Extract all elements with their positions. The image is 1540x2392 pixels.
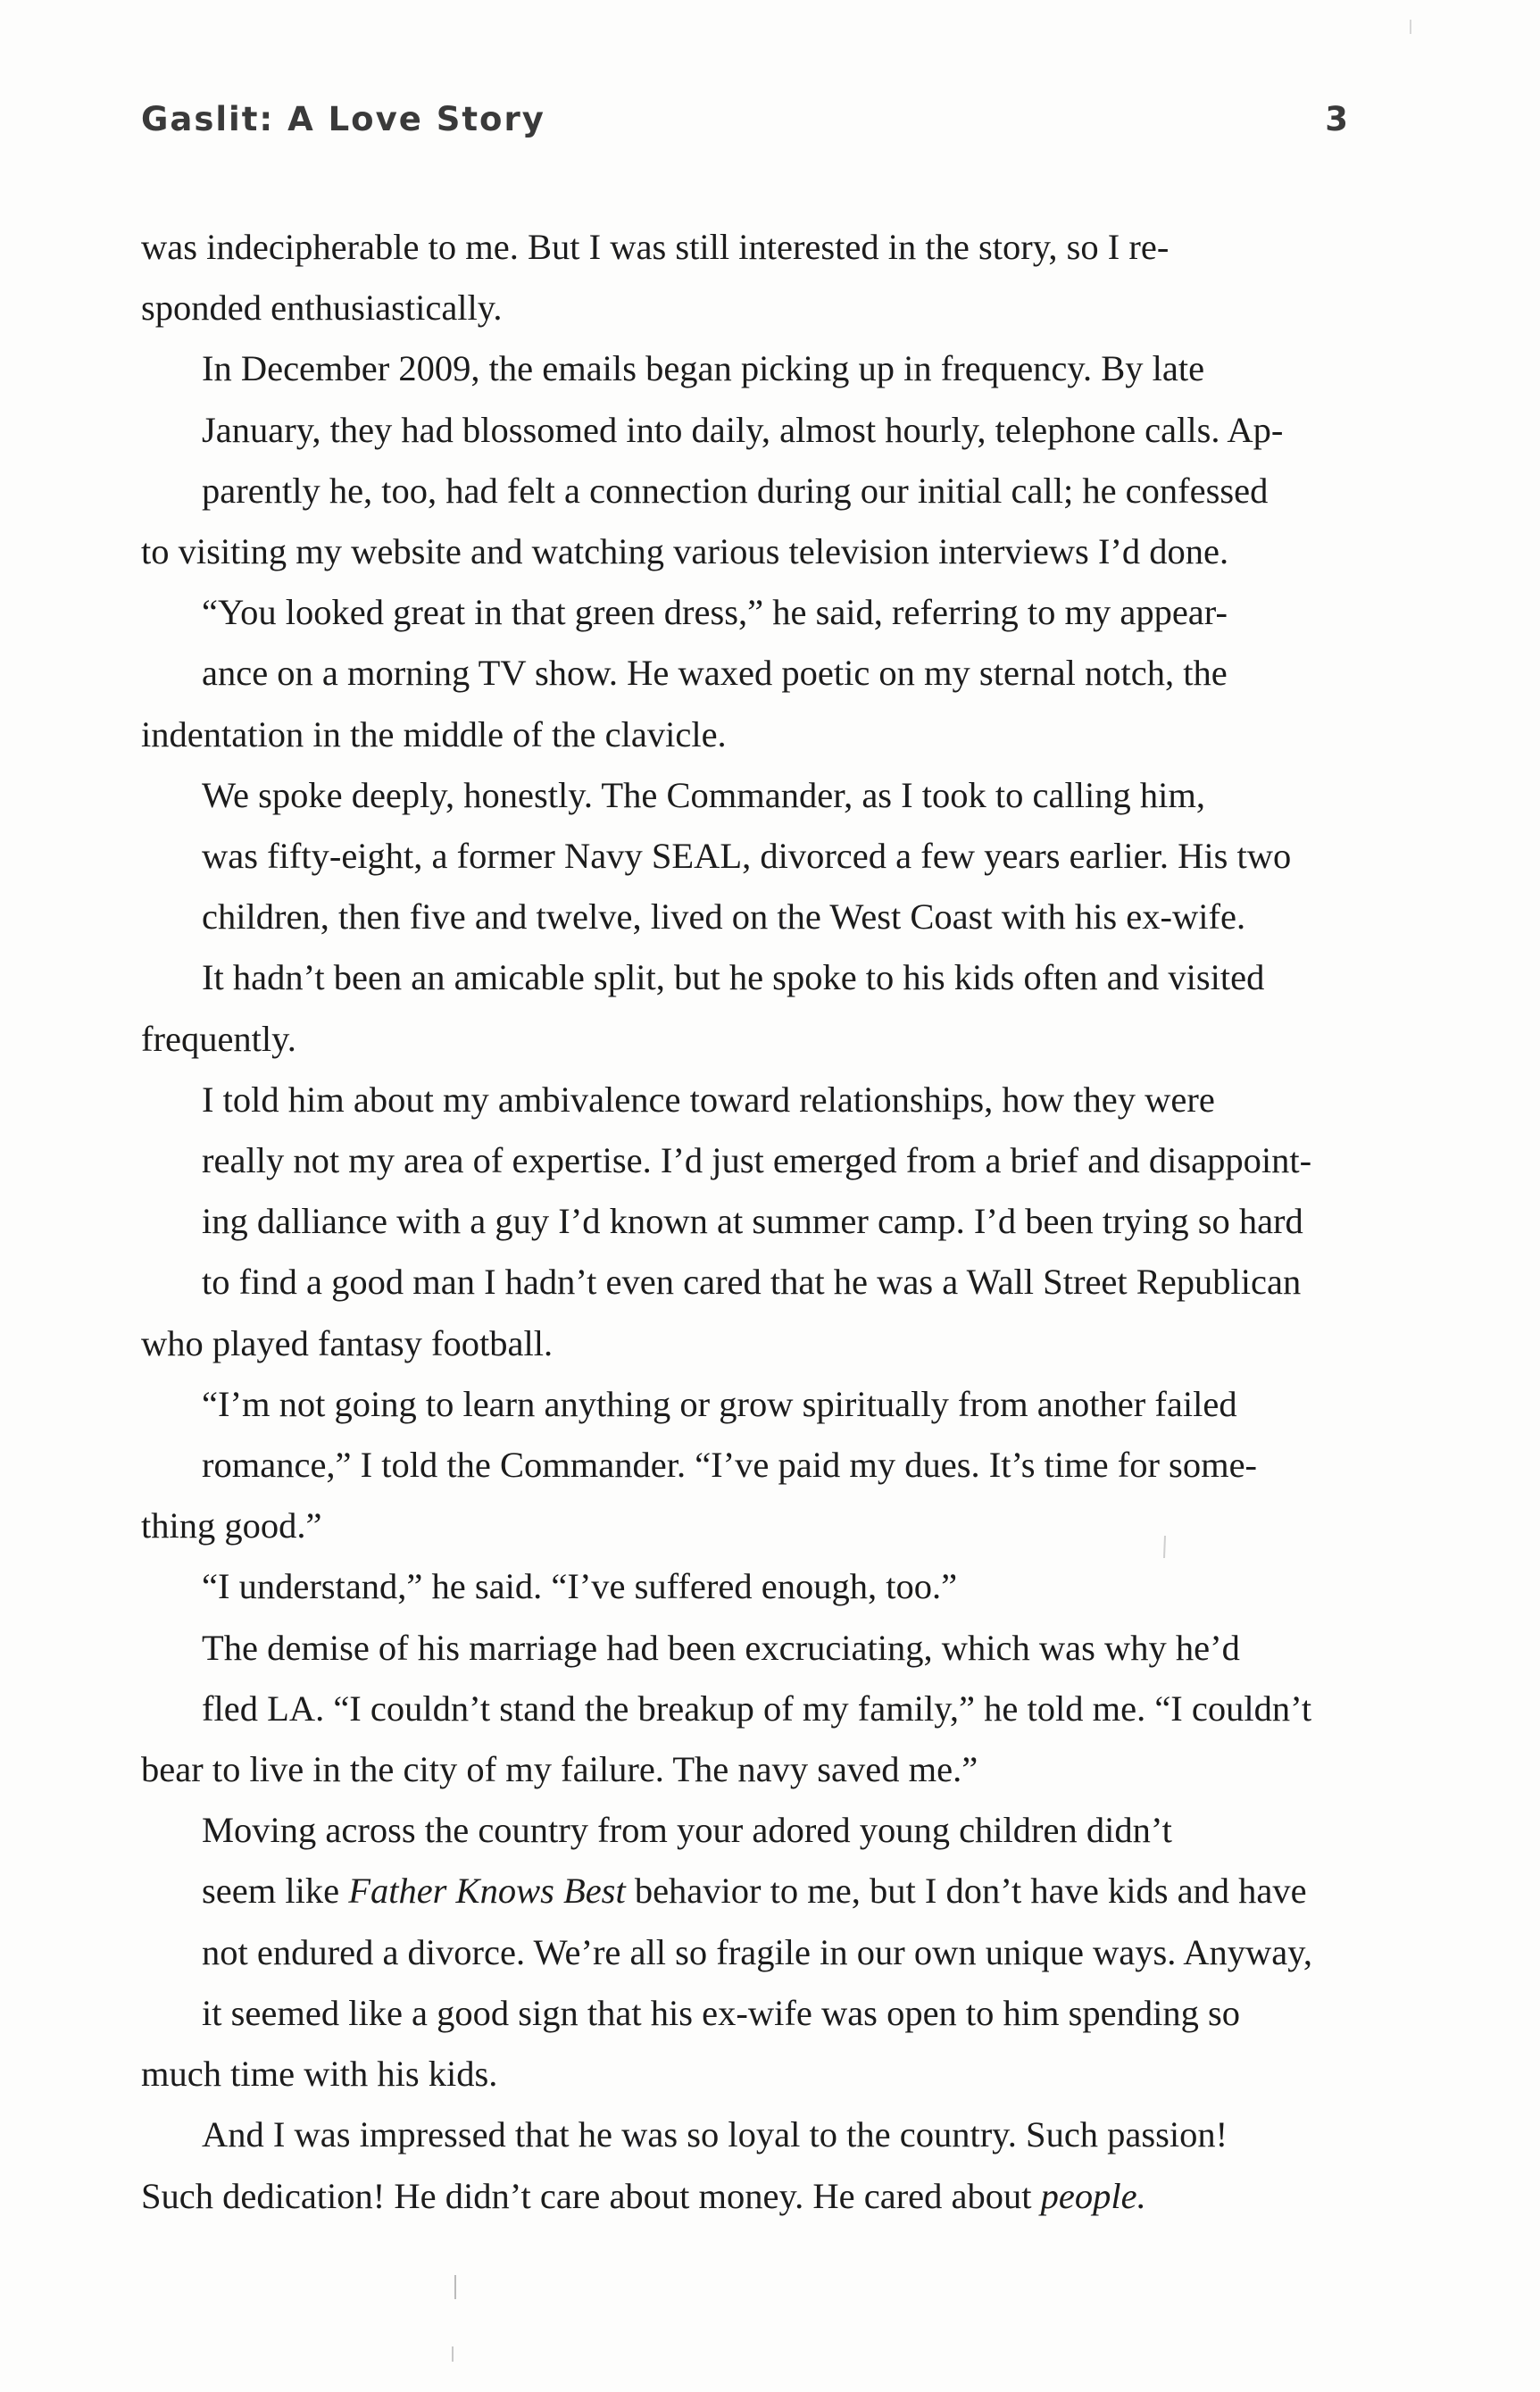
text-line: much time with his kids. (141, 2054, 498, 2095)
text-line: children, then five and twelve, lived on the West Coast with his ex-wife. (202, 896, 1246, 938)
running-head (141, 100, 1348, 154)
text-line: ing dalliance with a guy I’d known at summer camp. I’d been trying so hard (202, 1201, 1303, 1242)
paragraph (141, 2104, 1348, 2226)
text-fragment: Such dedication! He didn’t care about money. He cared about (141, 2175, 1041, 2216)
text-line: In December 2009, the emails began picking up in frequency. By late (202, 348, 1205, 389)
paragraph (141, 1374, 1348, 1557)
text-line: parently he, too, had felt a connection during our initial call; he confessed (202, 470, 1269, 511)
text-line: It hadn’t been an amicable split, but he spoke to his kids often and visited (202, 957, 1265, 998)
text-fragment: seem like (202, 1871, 349, 1912)
text-line: was indecipherable to me. But I was still interested in the story, so I re- (141, 227, 1170, 267)
text-line: to find a good man I hadn’t even cared that he was a Wall Street Republican (202, 1262, 1302, 1303)
paragraph (141, 1618, 1348, 1801)
text-fragment: behavior to me, but I don’t have kids and have (625, 1871, 1307, 1912)
paragraph (141, 582, 1348, 765)
text-line: to visiting my website and watching various television interviews I’d done. (141, 531, 1229, 572)
italic-book-title: Father Knows Best (348, 1871, 626, 1912)
paragraph (141, 1800, 1348, 2104)
text-line: And I was impressed that he was so loyal to the country. Such passion! (202, 2114, 1228, 2155)
book-title: Gaslit: A Love Story (141, 100, 545, 138)
text-line: who played fantasy football. (141, 1322, 554, 1363)
text-line: romance,” I told the Commander. “I’ve paid my dues. It’s time for some- (202, 1445, 1258, 1486)
text-line (141, 1861, 1348, 1921)
text-line: frequently. (141, 1018, 296, 1059)
italic-emphasis: people. (1040, 2175, 1146, 2216)
text-line: January, they had blossomed into daily, almost hourly, telephone calls. Ap- (202, 409, 1284, 450)
text-line: indentation in the middle of the clavicle. (141, 713, 727, 754)
paragraph (141, 1556, 1348, 1617)
text-line: bear to live in the city of my failure. The navy saved me.” (141, 1749, 978, 1790)
text-line: thing good.” (141, 1505, 322, 1546)
body-text (141, 217, 1348, 2227)
paragraph (141, 338, 1348, 582)
paragraph (141, 1070, 1348, 1374)
text-line: ance on a morning TV show. He waxed poetic on my sternal notch, the (202, 653, 1228, 694)
paragraph (141, 217, 1348, 338)
text-line (141, 2176, 1146, 2216)
text-line: fled LA. “I couldn’t stand the breakup of my family,” he told me. “I couldn’t (202, 1688, 1312, 1729)
text-line: I told him about my ambivalence toward relationships, how they were (202, 1079, 1215, 1120)
text-line: sponded enthusiastically. (141, 288, 503, 329)
text-line: was fifty-eight, a former Navy SEAL, divorced a few years earlier. His two (202, 836, 1292, 877)
text-line: “I’m not going to learn anything or grow spiritually from another failed (202, 1383, 1237, 1424)
paragraph (141, 765, 1348, 1070)
text-line: We spoke deeply, honestly. The Commander, as I took to calling him, (202, 774, 1206, 815)
text-line: The demise of his marriage had been excruciating, which was why he’d (202, 1627, 1240, 1668)
page-number: 3 (1325, 100, 1348, 138)
text-line: really not my area of expertise. I’d just emerged from a brief and disappoint- (202, 1140, 1312, 1181)
text-line: it seemed like a good sign that his ex-wife was open to him spending so (202, 1992, 1241, 2033)
text-line: “You looked great in that green dress,” he said, referring to my appear- (202, 592, 1228, 633)
text-line: “I understand,” he said. “I’ve suffered enough, too.” (202, 1566, 958, 1607)
text-line: Moving across the country from your adored young children didn’t (202, 1810, 1172, 1851)
text-line: not endured a divorce. We’re all so fragile in our own unique ways. Anyway, (202, 1931, 1313, 1972)
